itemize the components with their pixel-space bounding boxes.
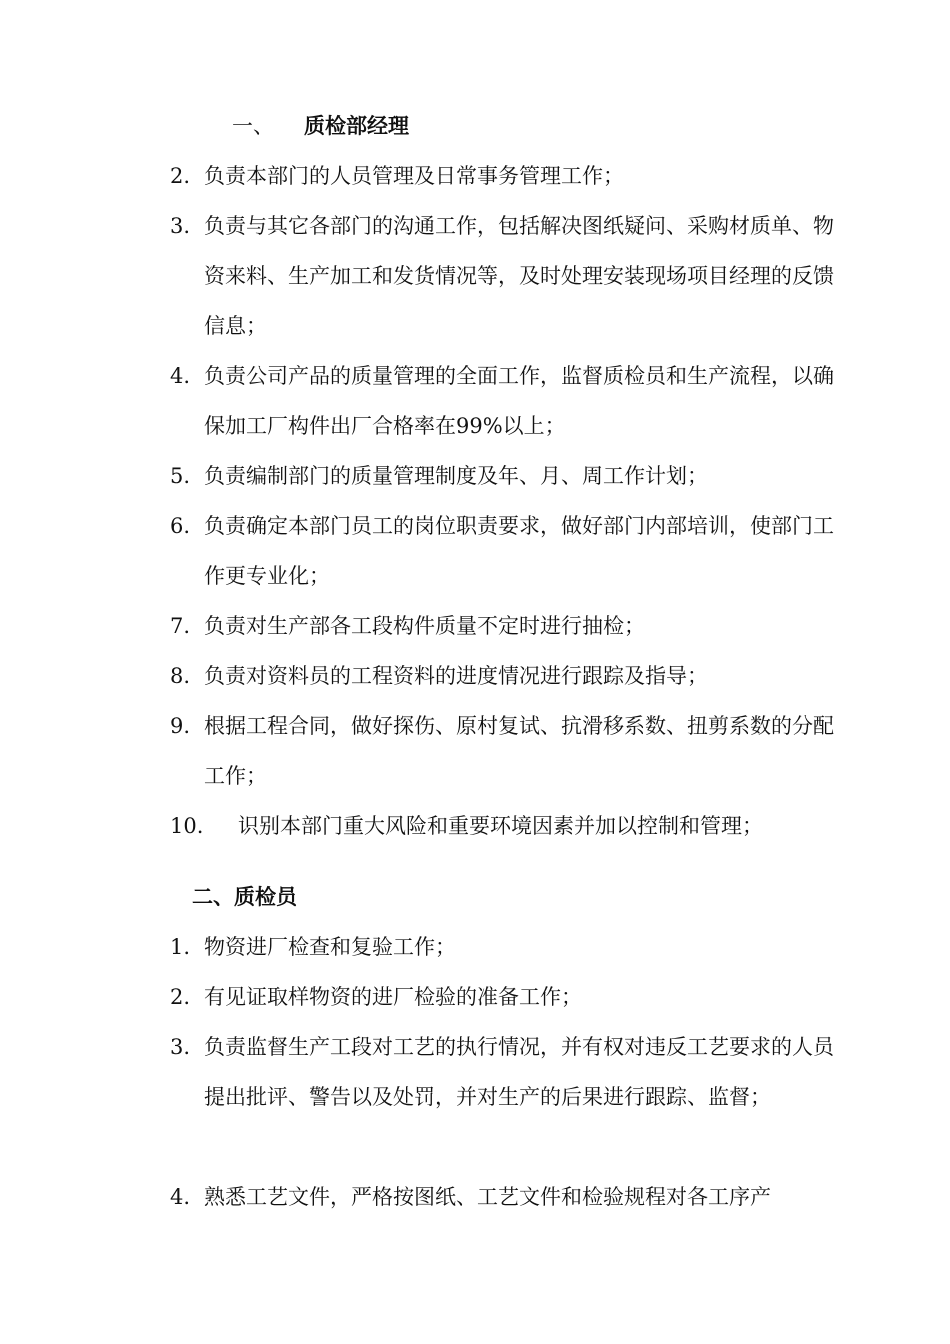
list-item-number: 1. [170, 935, 191, 959]
list-item [170, 451, 840, 501]
section-heading-inspector: 二、质检员 [192, 884, 297, 909]
list-item-number: 3. [170, 214, 191, 238]
list-item-number: 10. [170, 814, 204, 838]
list-item-text: 根据工程合同，做好探伤、原村复试、抗滑移系数、扭剪系数的分配工作； [204, 714, 834, 788]
list-item [170, 151, 840, 201]
list-item-text: 物资进厂检查和复验工作； [204, 935, 456, 959]
list-item [170, 1172, 840, 1222]
section-title: 质检部经理 [304, 113, 409, 138]
list-item-number: 4. [170, 1185, 191, 1209]
list-item [170, 922, 840, 972]
list-item-number: 5. [170, 464, 191, 488]
list-item [170, 501, 840, 601]
list-item-text: 负责确定本部门员工的岗位职责要求，做好部门内部培训，使部门工作更专业化； [204, 514, 834, 588]
list-item-number: 2. [170, 985, 191, 1009]
list-item-number: 6. [170, 514, 191, 538]
list-item-number: 8. [170, 664, 191, 688]
list-item [170, 972, 840, 1022]
section-heading-quality-manager [232, 111, 409, 141]
list-item-text: 负责监督生产工段对工艺的执行情况，并有权对违反工艺要求的人员提出批评、警告以及处罚，并对生产的后果进行跟踪、监督； [204, 1035, 834, 1109]
list-item-number: 9. [170, 714, 191, 738]
list-item [170, 801, 840, 851]
list-item [170, 651, 840, 701]
list-item [170, 201, 840, 351]
list-item-text: 负责公司产品的质量管理的全面工作，监督质检员和生产流程，以确保加工厂构件出厂合格率在99%以上； [204, 364, 834, 438]
list-item-text: 负责对生产部各工段构件质量不定时进行抽检； [204, 614, 645, 638]
list-item [170, 1022, 840, 1122]
list-item-text: 识别本部门重大风险和重要环境因素并加以控制和管理； [238, 814, 763, 838]
list-item [170, 351, 840, 451]
list-item [170, 701, 840, 801]
list-item-number: 4. [170, 364, 191, 388]
list-item-text: 负责编制部门的质量管理制度及年、月、周工作计划； [204, 464, 708, 488]
section-number: 一、 [232, 114, 274, 138]
list-item-text: 负责对资料员的工程资料的进度情况进行跟踪及指导； [204, 664, 708, 688]
list-item-text: 负责本部门的人员管理及日常事务管理工作； [204, 164, 624, 188]
list-item-text: 熟悉工艺文件，严格按图纸、工艺文件和检验规程对各工序产 [204, 1185, 771, 1209]
list-item [170, 601, 840, 651]
list-item-number: 2. [170, 164, 191, 188]
list-item-number: 7. [170, 614, 191, 638]
list-item-text: 有见证取样物资的进厂检验的准备工作； [204, 985, 582, 1009]
list-item-text: 负责与其它各部门的沟通工作，包括解决图纸疑问、采购材质单、物资来料、生产加工和发货情况等，及时处理安装现场项目经理的反馈信息； [204, 214, 834, 338]
list-item-number: 3. [170, 1035, 191, 1059]
